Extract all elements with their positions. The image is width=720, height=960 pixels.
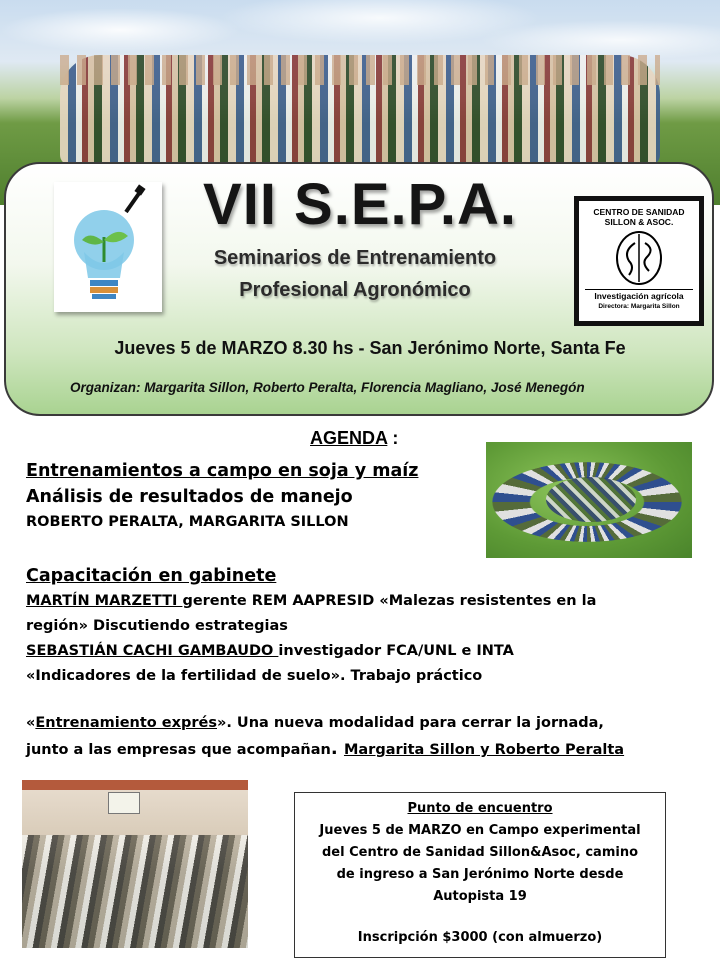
agenda-heading-colon: : [387,428,399,448]
event-title: VII S.E.P.A. [203,172,517,237]
speaker2-line1: SEBASTIÁN CACHI GAMBAUDO investigador FCA/UNL e INTA [26,643,514,659]
event-subtitle-line1: Seminarios de Entrenamiento [213,247,497,269]
agenda-body [26,458,706,763]
registration-fee: Inscripción $3000 (con almuerzo) [357,930,603,945]
express-title: Entrenamiento exprés [35,715,217,731]
speaker1-line1: MARTÍN MARZETTI gerente REM AAPRESID «Malezas resistentes en la [26,593,597,609]
speaker1-name: MARTÍN MARZETTI [26,593,183,609]
meeting-heading: Punto de encuentro [407,801,553,816]
agenda-heading-text: AGENDA [310,428,388,448]
meeting-line2: del Centro de Sanidad Sillon&Asoc, camino [321,845,639,860]
express-line2: junto a las empresas que acompañan. Margarita Sillon y Roberto Peralta [26,738,625,759]
agenda-section-cabinet: Capacitación en gabinete [26,566,277,586]
event-subtitle-line2: Profesional Agronómico [239,279,471,301]
express-hosts: Margarita Sillon y Roberto Peralta [343,742,625,758]
speaker2-name: SEBASTIÁN CACHI GAMBAUDO [26,643,279,659]
event-organizers: Organizan: Margarita Sillon, Roberto Peralta, Florencia Magliano, José Menegón [70,380,585,395]
meeting-point-box [294,792,666,958]
logo-org-line1: CENTRO DE SANIDAD [593,207,685,217]
speaker1-line2: región» Discutiendo estrategias [26,618,288,634]
agenda-item-results-analysis: Análisis de resultados de manejo [26,487,353,507]
meeting-line4: Autopista 19 [433,889,527,904]
logo-director: Directora: Margarita Sillon [598,303,680,310]
speaker2-line2: «Indicadores de la fertilidad de suelo». Trabajo práctico [26,668,483,684]
event-date-location: Jueves 5 de MARZO 8.30 hs - San Jerónimo Norte, Santa Fe [114,338,626,358]
express-line1: «Entrenamiento exprés». Una nueva modalidad para cerrar la jornada, [26,715,604,731]
agenda-item-presenters: ROBERTO PERALTA, MARGARITA SILLON [26,514,349,530]
crowd-of-people [60,55,660,165]
logo-org-line2: SILLON & ASOC. [604,217,674,227]
cs-emblem-icon [615,231,663,285]
agenda-item-field-training: Entrenamientos a campo en soja y maíz [26,461,419,481]
agenda-heading [310,428,398,449]
logo-tagline: Investigación agrícola [594,291,684,301]
meeting-line1: Jueves 5 de MARZO en Campo experimental [319,823,641,838]
projector-screen [108,792,140,814]
classroom-photo [22,780,248,948]
centro-sanidad-logo [574,196,704,326]
meeting-line3: de ingreso a San Jerónimo Norte desde [336,867,624,882]
